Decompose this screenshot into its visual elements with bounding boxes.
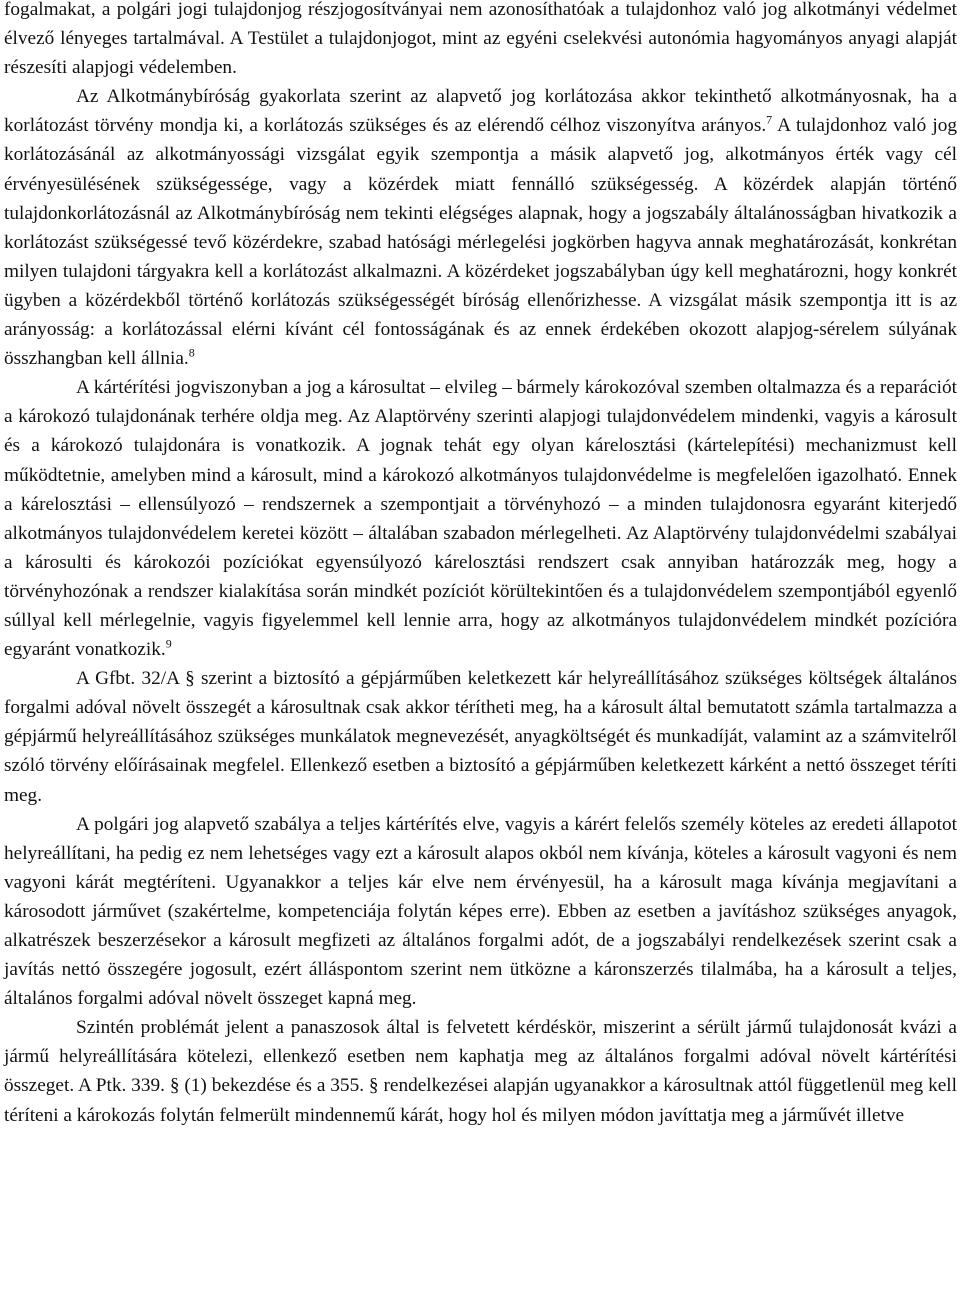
paragraph-text: fogalmakat, a polgári jogi tulajdonjog részjogosítványai nem azonosíthatóak a tulajdonhoz való jog alkotmányi védelmet élvező lényeges tartalmával. A Testület a tulajdonjogot, mint az egyéni cselekvési autonómia hagyományos anyagi alapját részesíti alapjogi védelemben. xyxy=(4,0,957,79)
paragraph-2 xyxy=(4,82,957,373)
paragraph-6 xyxy=(4,1013,957,1129)
footnote-reference[interactable]: 8 xyxy=(188,345,195,360)
paragraph-4 xyxy=(4,664,957,809)
paragraph-text: A tulajdonhoz való jog korlátozásánál az alkotmányossági vizsgálat egyik szempontja a másik alapvető jog, alkotmányos érték vagy cél érvényesülésének szükségessége, vagy a közérdek miatt fennálló szükségesség. A közérdek alapján történő tulajdonkorlátozásnál az Alkotmánybíróság nem tekinti elégséges alapnak, hogy a jogszabály általánosságban hivatkozik a korlátozást szükségessé tevő közérdekre, szabad hatósági mérlegelési jogkörben hagyva annak meghatározását, konkrétan milyen tulajdoni tárgyakra kell a korlátozást alkalmazni. A közérdeket jogszabályban úgy kell meghatározni, hogy konkrét ügyben a közérdekből történő korlátozás szükségességét bíróság ellenőrizhesse. A vizsgálat másik szempontja itt is az arányosság: a korlátozással elérni kívánt cél fontosságának és az ennek érdekében okozott alapjog-sérelem súlyának összhangban kell állnia. xyxy=(4,115,957,370)
paragraph-text: A polgári jog alapvető szabálya a teljes kártérítés elve, vagyis a kárért felelős személy köteles az eredeti állapotot helyreállítani, ha pedig ez nem lehetséges vagy ezt a károsult alapos okból nem kívánja, köteles a károsult vagyoni és nem vagyoni kárát megtéríteni. Ugyanakkor a teljes kár elve nem érvényesül, ha a károsult maga kívánja megjavítani a károsodott járművet (szakértelme, kompetenciája folytán képes erre). Ebben az esetben a javításhoz szükséges anyagok, alkatrészek beszerzésekor a károsult megfizeti az általános forgalmi adót, de a jogszabályi rendelkezések szerint csak a javítás nettó összegére jogosult, ezért álláspontom szerint nem ütközne a káronszerzés tilalmába, ha a károsult a teljes, általános forgalmi adóval növelt összeget kapná meg. xyxy=(4,813,957,1010)
paragraph-5 xyxy=(4,810,957,1014)
footnote-reference[interactable]: 9 xyxy=(165,636,172,651)
paragraph-text: A kártérítési jogviszonyban a jog a károsultat – elvileg – bármely károkozóval szemben oltalmazza és a reparációt a károkozó tulajdonának terhére oldja meg. Az Alaptörvény szerinti alapjogi tulajdonvédelem mindenki, vagyis a károsult és a károkozó tulajdonára is vonatkozik. A jognak tehát egy olyan kárelosztási (kártelepítési) mechanizmust kell működtetnie, amelyben mind a károsult, mind a károkozó alkotmányos tulajdonvédelme is megfelelően igazolható. Ennek a kárelosztási – ellensúlyozó – rendszernek a szempontjait a törvényhozó – a minden tulajdonosra egyaránt kiterjedő alkotmányos tulajdonvédelem keretei között – általában szabadon mérlegelheti. Az Alaptörvény tulajdonvédelmi szabályai a károsulti és károkozói pozíciókat egyensúlyozó kárelosztási rendszert csak annyiban határozzák meg, hogy a törvényhozónak a rendszer kialakítása során mindkét pozíciót körültekintően és a tulajdonvédelem szempontjából egyenlő súllyal kell mérlegelnie, vagyis figyelemmel kell lennie arra, hogy az alkotmányos tulajdonvédelem mindkét pozícióra egyaránt vonatkozik. xyxy=(4,377,957,661)
footnote-reference[interactable]: 7 xyxy=(766,112,773,127)
paragraph-text: Szintén problémát jelent a panaszosok által is felvetett kérdéskör, miszerint a sérült jármű tulajdonosát kvázi a jármű helyreállítására kötelezi, ellenkező esetben nem kaphatja meg az általános forgalmi adóval növelt kártérítési összeget. A Ptk. 339. § (1) bekezdése és a 355. § rendelkezései alapján ugyanakkor a károsultnak attól függetlenül meg kell téríteni a károkozás folytán felmerült mindennemű kárát, hogy hol és milyen módon javíttatja meg a járművét illetve xyxy=(4,1017,957,1126)
paragraph-1 xyxy=(4,0,957,82)
paragraph-text: Az Alkotmánybíróság gyakorlata szerint az alapvető jog korlátozása akkor tekinthető alkotmányosnak, ha a korlátozást törvény mondja ki, a korlátozás szükséges és az elérendő célhoz viszonyítva arányos. xyxy=(4,86,957,137)
paragraph-3 xyxy=(4,373,957,664)
paragraph-text: A Gfbt. 32/A § szerint a biztosító a gépjárműben keletkezett kár helyreállításához szükséges költségek általános forgalmi adóval növelt összegét a károsultnak csak akkor térítheti meg, ha a károsult által bemutatott számla tartalmazza a gépjármű helyreállításához szükséges munkálatok megnevezését, anyagköltségét és munkadíját, valamint az a számvitelről szóló törvény előírásainak megfelel. Ellenkező esetben a biztosító a gépjárműben keletkezett kárként a nettó összeget téríti meg. xyxy=(4,668,957,806)
